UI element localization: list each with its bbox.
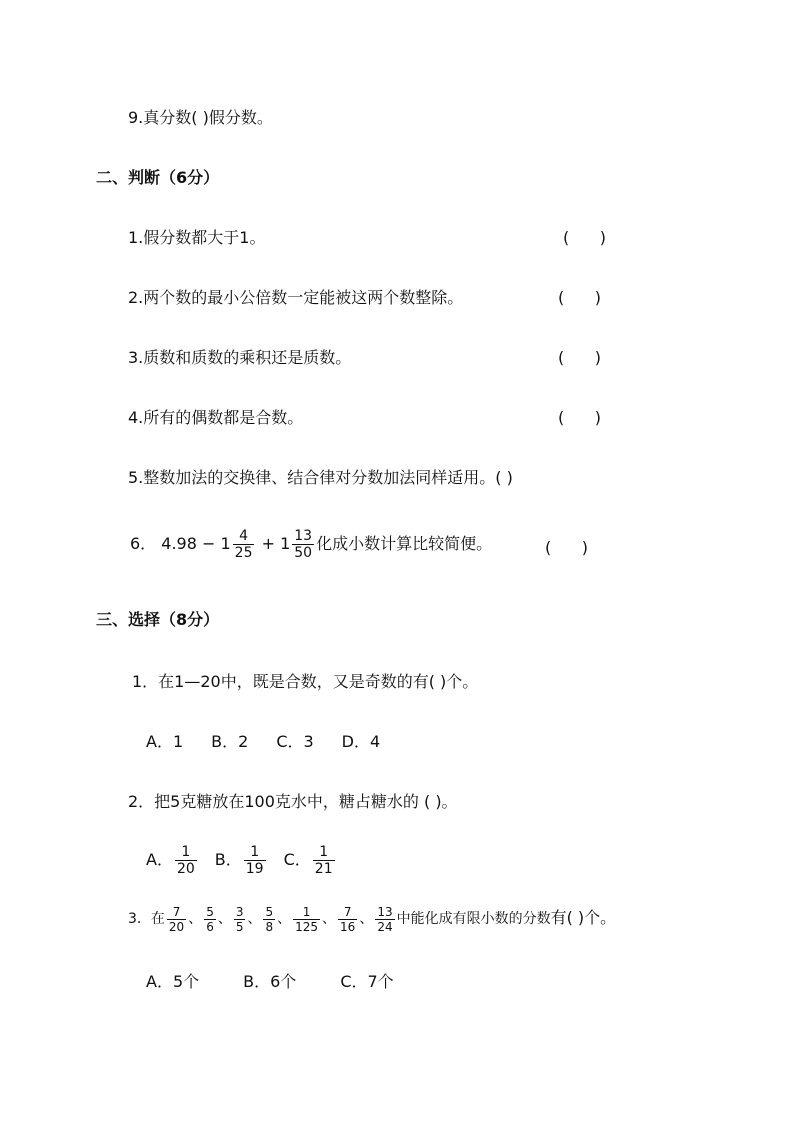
fraction-1-21: $\frac{1}{21}$ [314,844,333,877]
separator: 、 [247,911,262,927]
fraction-3-5: $\frac{3}{5}$ [235,904,244,934]
option-a[interactable]: A．1 [146,732,184,751]
fraction-5-6: $\frac{5}{6}$ [206,904,214,934]
judge-item-1: 1.假分数都大于1。 [128,228,266,247]
option-c[interactable]: C．7个 [340,972,394,991]
item6-suffix: 化成小数计算比较简便。 [316,534,493,553]
judge-answer-3[interactable]: ( ) [558,348,601,367]
fraction-13-50: $\frac{13}{50}$ [294,528,313,561]
separator: 、 [217,911,232,927]
choice-q2-options [146,842,365,878]
judge-answer-6[interactable]: ( ) [545,538,588,557]
option-c[interactable]: C．3 [276,732,314,751]
option-d[interactable]: D．4 [341,732,381,751]
judge-item-2: 2.两个数的最小公倍数一定能被这两个数整除。 [128,288,464,307]
question-9-fill-blank: 9.真分数( )假分数。 [128,108,273,127]
fraction-1-125: $\frac{1}{125}$ [295,904,319,934]
judge-answer-4[interactable]: ( ) [558,408,601,427]
fraction-1-20: $\frac{1}{20}$ [176,844,195,877]
choice-q3-options [146,972,422,992]
judge-item-4: 4.所有的偶数都是合数。 [128,408,304,427]
q3-prefix: 3．在 [128,911,165,927]
option-c[interactable]: C． $\frac{1}{21}$ [283,844,333,877]
choice-q1-options [146,732,408,752]
separator: 、 [359,911,374,927]
q3-suffix: 中能化成有限小数的分数 [396,911,551,927]
option-b[interactable]: B．2 [211,732,249,751]
item6-prefix: 6． 4.98 − 1 [130,534,231,553]
judge-item-5: 5.整数加法的交换律、结合律对分数加法同样适用。( ) [128,468,513,487]
section-2-title: 二、判断（6分） [96,168,220,187]
option-b[interactable]: B． $\frac{1}{19}$ [214,844,264,877]
option-b[interactable]: B．6个 [243,972,297,991]
fraction-4-25: $\frac{4}{25}$ [234,528,253,561]
choice-q1: 1．在1—20中，既是合数，又是奇数的有( )个。 [132,672,479,691]
fraction-1-19: $\frac{1}{19}$ [245,844,264,877]
separator: 、 [277,911,292,927]
option-a[interactable]: A．5个 [146,972,200,991]
section-3-title: 三、选择（8分） [96,610,220,629]
judge-answer-1[interactable]: ( ) [563,228,606,247]
separator: 、 [322,911,337,927]
separator: 、 [188,911,203,927]
choice-q2: 2．把5克糖放在100克水中，糖占糖水的 ( )。 [128,792,458,811]
judge-answer-2[interactable]: ( ) [558,288,601,307]
judge-item-3: 3.质数和质数的乘积还是质数。 [128,348,352,367]
fraction-13-24: $\frac{13}{24}$ [377,904,393,934]
fraction-7-20: $\frac{7}{20}$ [168,904,185,934]
judge-item-6 [130,526,492,562]
q3-tail: 有( )个。 [550,908,617,927]
choice-q3 [128,900,616,937]
q3-fraction-list [165,904,397,934]
fraction-7-16: $\frac{7}{16}$ [340,904,356,934]
fraction-5-8: $\frac{5}{8}$ [265,904,274,934]
option-a[interactable]: A． $\frac{1}{20}$ [146,844,195,877]
item6-plus: + 1 [256,534,291,553]
